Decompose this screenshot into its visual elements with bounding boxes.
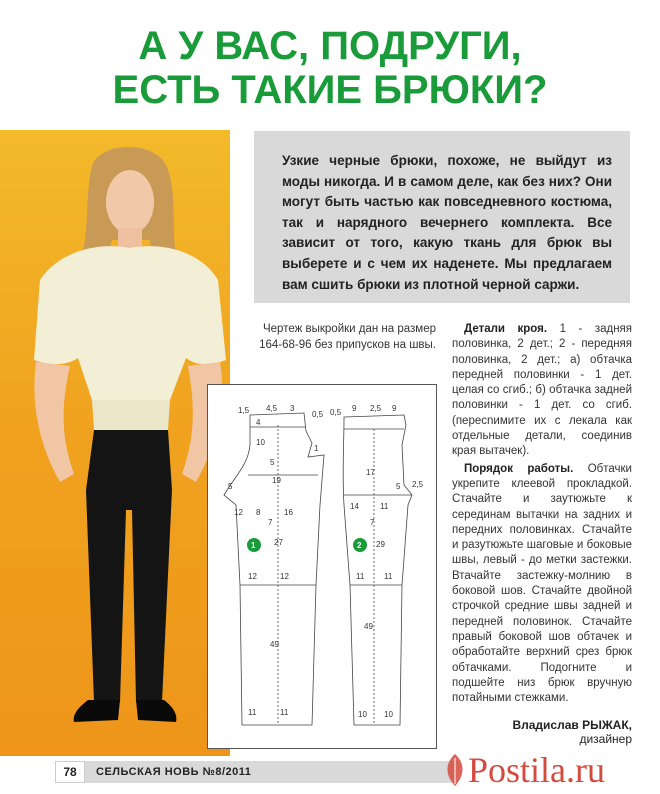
pattern-piece-2-outline [343,415,412,725]
watermark [442,748,657,792]
p1-label-5: 5 [270,458,275,467]
p2-label-7: 7 [370,518,375,527]
model-photo [0,130,230,756]
author-signature [452,718,632,746]
pattern-drawing [207,384,437,749]
p1-label-12b: 12 [280,572,289,581]
p2-label-29: 29 [376,540,385,549]
p1-label-19: 19 [272,476,281,485]
author-name: Владислав РЫЖАК, [512,718,632,732]
work-order-text: Обтачки укрепите клеевой прокладкой. Стачайте и заутюжьте к серединам вытачки на задних и передних половинках. Стачайте и разутюжьте шаговые и боковые швы, левый - до метки застежки. Втачайте застежку-молнию в боковой шов. Стачайте двойной строчкой средние швы задней и передней половинок. Стачайте правый боковой шов обтачек и обработайте верхний срез брюк обтачками. Подогните и подшейте низ брюк вручную потайными стежками. [452,462,632,705]
p2-label-9: 9 [352,404,357,413]
p1-label-7: 7 [268,518,273,527]
p1-label-16: 16 [284,508,293,517]
page-title-line-1: А У ВАС, ПОДРУГИ, [138,24,522,68]
p1-label-top-left: 1,5 [238,406,250,415]
p2-label-25b: 2,5 [412,480,424,489]
p2-label-5: 5 [396,482,401,491]
pattern-note: Чертеж выкройки дан на размер 164-68-96 без припусков на швы. [259,323,436,351]
p2-label-49: 49 [364,622,373,631]
cut-details-heading: Детали кроя. [464,323,548,335]
p1-label-11a: 11 [248,708,257,717]
p1-label-4: 4 [256,418,261,427]
p2-label-10b: 10 [384,710,393,719]
author-role: дизайнер [579,732,632,746]
magazine-name: СЕЛЬСКАЯ НОВЬ №8/2011 [96,766,252,778]
p1-label-11b: 11 [280,708,289,717]
p1-label-12a: 12 [248,572,257,581]
p2-label-11: 11 [380,502,389,511]
leaf-icon [442,752,468,788]
page-number: 78 [55,761,85,783]
p2-label-17: 17 [366,468,375,477]
p2-label-11d: 11 [384,572,393,581]
p2-label-top-left: 0,5 [330,408,342,417]
work-order-paragraph [452,462,632,707]
p1-label-top-right: 0,5 [312,410,324,419]
cut-details-text: 1 - задняя половинка, 2 дет.; 2 - передняя половинка, 2 дет.; а) обтачка передней половинки - 1 дет. целая со сгиб.; б) обтачка задней половинки - 1 дет. со сгиб. (пересnимите их с лекала как отдельные детали, соединив края вытачек). [452,323,633,458]
p1-label-top-mid2: 3 [290,404,295,413]
work-order-heading: Порядок работы. [464,462,574,475]
page-title-line-2: ЕСТЬ ТАКИЕ БРЮКИ? [112,68,548,112]
p2-label-25: 2,5 [370,404,382,413]
p1-label-27: 27 [274,538,283,547]
pattern-drawing-svg [208,385,436,748]
model-figure-illustration [0,130,230,756]
piece-2-label: 2 [357,541,362,550]
p1-label-1: 1 [314,444,319,453]
p2-label-11c: 11 [356,572,365,581]
p1-label-8: 8 [256,508,261,517]
p1-label-side-5: 5 [228,482,233,491]
p1-label-10: 10 [256,438,265,447]
p2-label-14: 14 [350,502,359,511]
instructions-column [452,322,632,708]
cut-details-paragraph [452,322,632,460]
intro-text: Узкие черные брюки, похоже, не выйдут из моды никогда. И в самом деле, как без них? Они могут быть частью как повседневного костюма, так и нарядного вечернего комплекта. Все зависит от того, какую ткань для брюк вы выберете и с чем их наденете. Мы предлагаем вам сшить брюки из плотной черной саржи. [282,153,612,292]
piece-1-label: 1 [251,541,256,550]
p1-label-top-mid1: 4,5 [266,404,278,413]
p2-label-9b: 9 [392,404,397,413]
p1-label-12: 12 [234,508,243,517]
intro-box [254,131,630,303]
watermark-text: Postila.ru [468,750,606,790]
p1-label-49: 49 [270,640,279,649]
p2-label-10: 10 [358,710,367,719]
